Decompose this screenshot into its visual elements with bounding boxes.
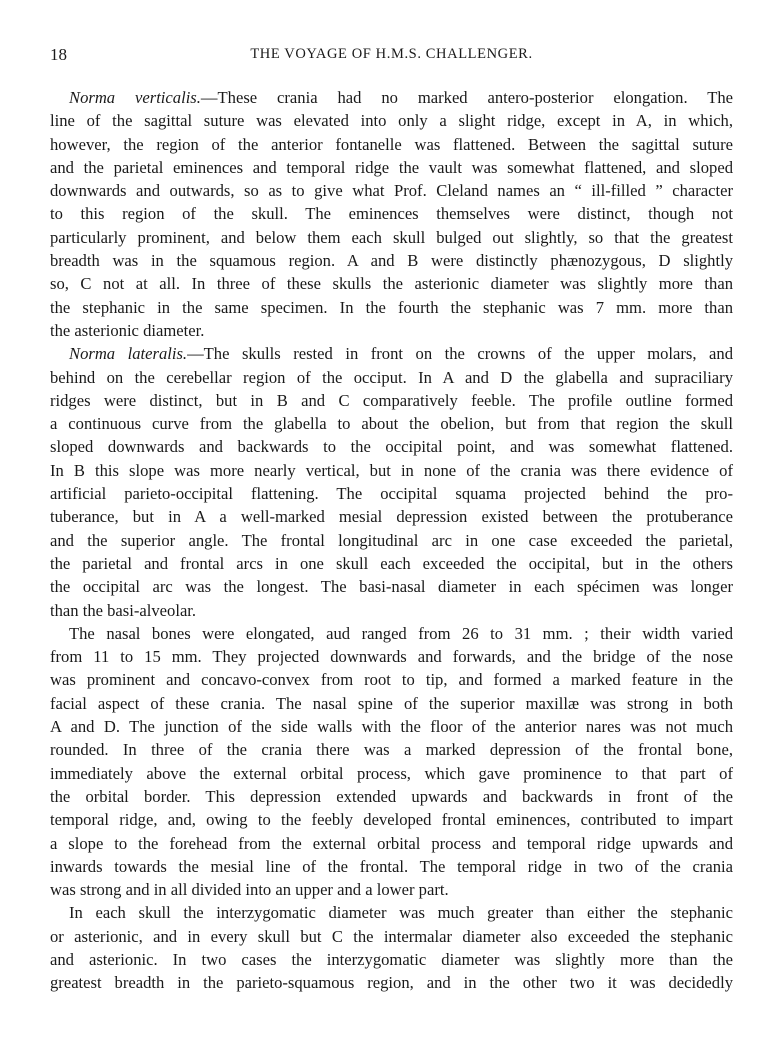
text-line <box>50 179 733 202</box>
text-line <box>50 319 733 342</box>
text-line <box>50 808 733 831</box>
paragraph <box>50 622 733 902</box>
text-line <box>50 738 733 761</box>
line-text: than the basi-alveolar. <box>50 600 197 620</box>
line-text: ridges were distinct, but in B and C comparatively feeble. The profile outline formed <box>50 390 733 410</box>
line-text: sloped downwards and backwards to the occipital point, and was somewhat flattened. <box>50 437 733 457</box>
line-text: downwards and outwards, so as to give what Prof. Cleland names an “ ill-filled ” character <box>50 181 733 201</box>
line-text: and asterionic. In two cases the interzygomatic diameter was slightly more than the <box>50 949 733 969</box>
text-line <box>50 878 733 901</box>
text-line <box>50 901 733 924</box>
page-header <box>50 45 733 67</box>
line-text: rounded. In three of the crania there was a marked depression of the frontal bone, <box>50 740 733 760</box>
text-line <box>50 366 733 389</box>
page-body <box>50 86 733 995</box>
text-line <box>50 133 733 156</box>
paragraph <box>50 342 733 622</box>
line-text: particularly prominent, and below them each skull bulged out slightly, so that the greatest <box>50 227 733 247</box>
text-line <box>50 948 733 971</box>
line-text: artificial parieto-occipital flattening. The occipital squama projected behind the pro- <box>50 484 733 504</box>
line-text: from 11 to 15 mm. They projected downwards and forwards, and the bridge of the nose <box>50 647 733 667</box>
line-text: so, C not at all. In three of these skulls the asterionic diameter was slightly more than <box>50 274 733 294</box>
paragraph <box>50 86 733 342</box>
line-text: tuberance, but in A a well-marked mesial depression existed between the protuberance <box>50 507 733 527</box>
text-line <box>50 785 733 808</box>
text-line <box>50 505 733 528</box>
text-line <box>50 762 733 785</box>
line-text: The nasal bones were elongated, aud ranged from 26 to 31 mm. ; their width varied <box>69 623 733 643</box>
text-line <box>50 389 733 412</box>
section-lead: Norma verticalis. <box>69 88 201 107</box>
text-line <box>50 272 733 295</box>
line-text: and the superior angle. The frontal longitudinal arc in one case exceeded the parietal, <box>50 530 733 550</box>
text-line <box>50 482 733 505</box>
text-line <box>50 109 733 132</box>
line-text: the asterionic diameter. <box>50 320 205 340</box>
line-text: —The skulls rested in front on the crowns of the upper molars, and <box>187 344 734 364</box>
line-text: breadth was in the squamous region. A and B were distinctly phænozygous, D slightly <box>50 251 733 271</box>
line-text: facial aspect of these crania. The nasal spine of the superior maxillæ was strong in both <box>50 693 733 713</box>
text-line <box>50 971 733 994</box>
text-line <box>50 855 733 878</box>
page-number: 18 <box>50 45 67 64</box>
paragraph <box>50 901 733 994</box>
text-line <box>50 529 733 552</box>
section-lead: Norma lateralis. <box>69 344 188 364</box>
line-text: immediately above the external orbital process, which gave prominence to that part of <box>50 763 733 783</box>
line-text: inwards towards the mesial line of the frontal. The temporal ridge in two of the crania <box>50 856 733 876</box>
line-text: a slope to the forehead from the external orbital process and temporal ridge upwards and <box>50 833 733 853</box>
line-text: line of the sagittal suture was elevated into only a slight ridge, except in A, in which, <box>50 111 733 131</box>
text-line <box>50 226 733 249</box>
line-text: and the parietal eminences and temporal ridge the vault was somewhat flattened, and sloped <box>50 157 733 177</box>
text-line <box>50 552 733 575</box>
text-line <box>50 715 733 738</box>
line-text: temporal ridge, and, owing to the feebly developed frontal eminences, contributed to impart <box>50 810 733 830</box>
line-text: the orbital border. This depression extended upwards and backwards in front of the <box>50 786 733 806</box>
text-line <box>50 435 733 458</box>
text-line <box>50 86 733 109</box>
text-line <box>50 296 733 319</box>
line-text: behind on the cerebellar region of the occiput. In A and D the glabella and supraciliary <box>50 367 733 387</box>
line-text: A and D. The junction of the side walls with the floor of the anterior nares was not much <box>50 717 733 737</box>
text-line <box>50 668 733 691</box>
line-text: was prominent and concavo-convex from root to tip, and formed a marked feature in the <box>50 670 733 690</box>
line-text: however, the region of the anterior fontanelle was flattened. Between the sagittal suture <box>50 134 733 154</box>
line-text: the parietal and frontal arcs in one skull each exceeded the occipital, but in the others <box>50 553 733 573</box>
line-text: a continuous curve from the glabella to about the obelion, but from that region the skull <box>50 414 733 434</box>
text-line <box>50 622 733 645</box>
line-text: greatest breadth in the parieto-squamous region, and in the other two it was decidedly <box>50 973 733 993</box>
line-text: the occipital arc was the longest. The basi-nasal diameter in each spécimen was longer <box>50 577 733 597</box>
text-line <box>50 342 733 365</box>
text-line <box>50 249 733 272</box>
line-text: In each skull the interzygomatic diameter was much greater than either the stephanic <box>69 903 733 923</box>
text-line <box>50 832 733 855</box>
text-line <box>50 599 733 622</box>
line-text: the stephanic in the same specimen. In the fourth the stephanic was 7 mm. more than <box>50 297 733 317</box>
line-text: —These crania had no marked antero-posterior elongation. The <box>200 88 733 107</box>
text-line <box>50 575 733 598</box>
text-line <box>50 645 733 668</box>
text-line <box>50 412 733 435</box>
text-line <box>50 156 733 179</box>
text-line <box>50 202 733 225</box>
running-title: THE VOYAGE OF H.M.S. CHALLENGER. <box>250 46 533 62</box>
line-text: In B this slope was more nearly vertical, but in none of the crania was there evidence of <box>50 460 733 480</box>
text-line <box>50 459 733 482</box>
line-text: or asterionic, and in every skull but C the intermalar diameter also exceeded the stephanic <box>50 926 733 946</box>
text-line <box>50 692 733 715</box>
text-line <box>50 925 733 948</box>
line-text: was strong and in all divided into an upper and a lower part. <box>50 880 449 900</box>
line-text: to this region of the skull. The eminences themselves were distinct, though not <box>50 204 733 224</box>
